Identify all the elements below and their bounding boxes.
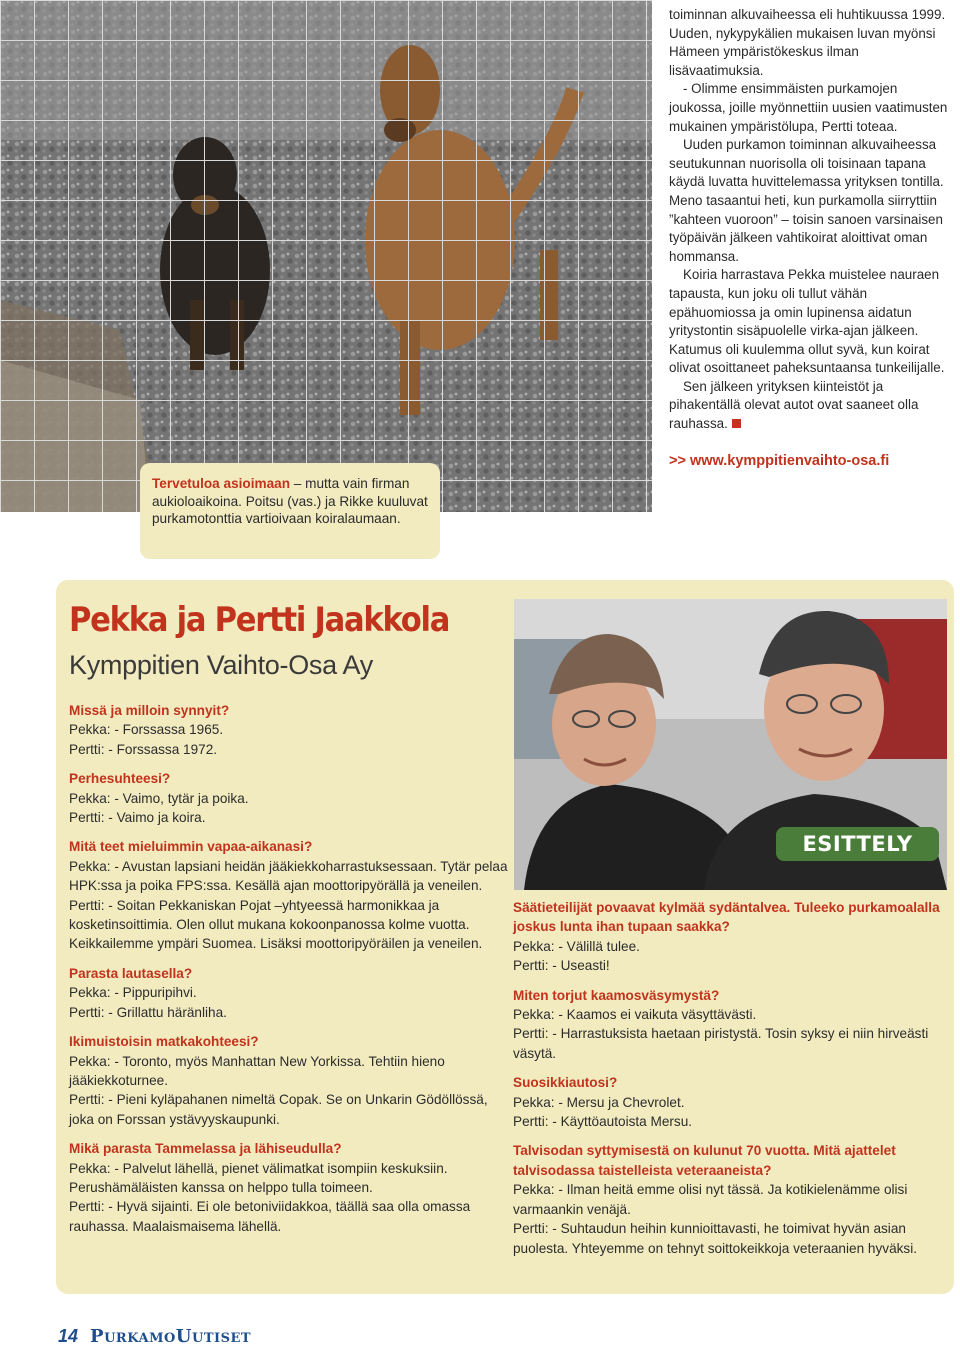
qa-item xyxy=(513,1141,945,1257)
qa-item xyxy=(513,898,945,976)
answer: Pekka: - Pippuripihvi. xyxy=(69,985,197,1001)
caption-highlight: Tervetuloa asioimaan xyxy=(152,476,291,491)
answer: Pertti: - Hyvä sijainti. Ei ole betoniviidakkoa, täällä saa olla omassa rauhassa. Maalaismaisema lähellä. xyxy=(69,1199,471,1234)
question: Talvisodan syttymisestä on kulunut 70 vuotta. Mitä ajattelet talvisodassa taistelleista veteraaneista? xyxy=(513,1143,896,1178)
qa-list-left xyxy=(69,701,509,1236)
page-footer xyxy=(58,1326,251,1347)
answer: Pekka: - Palvelut lähellä, pienet välimatkat isompiin keskuksiin. Perushämäläisten kanssa on helppo tulla toimeen. xyxy=(69,1160,448,1195)
qa-item xyxy=(69,837,509,953)
section-badge: ESITTELY xyxy=(776,827,939,861)
website-link[interactable]: >> www.kymppitienvaihto-osa.fi xyxy=(669,452,890,469)
question: Missä ja milloin synnyit? xyxy=(69,703,230,718)
answer: Pertti: - Forssassa 1972. xyxy=(69,741,218,757)
company-name: Kymppitien Vaihto-Osa Ay xyxy=(69,650,373,680)
article-paragraph: Sen jälkeen yrityksen kiinteistöt ja pihakentällä olevat autot ovat saaneet olla rauhassa. xyxy=(669,378,919,432)
question: Mitä teet mieluimmin vapaa-aikanasi? xyxy=(69,839,313,855)
question: Mikä parasta Tammelassa ja lähiseudulla? xyxy=(69,1141,342,1157)
question: Suosikkiautosi? xyxy=(513,1075,618,1091)
answer: Pekka: - Toronto, myös Manhattan New Yorkissa. Tehtiin hieno jääkiekkoturnee. xyxy=(69,1053,445,1088)
interviewee-names: Pekka ja Pertti Jaakkola xyxy=(69,600,450,640)
article-paragraph: Uuden purkamon toiminnan alkuvaiheessa seutukunnan nuorisolla oli toisinaan tapana käydä luvatta huvittelemassa yrityksen tontilla. Meno tasaantui heti, kun purkamolla siirryttiin ”kahteen vuoroon” – toisin sanoen varsinaisen työpäivän jälkeen vahtikoirat aloittivat oman hommansa. xyxy=(669,137,944,264)
answer: Pekka: - Välillä tulee. xyxy=(513,938,640,954)
qa-item xyxy=(513,1073,945,1131)
caption-text: – mutta vain firman aukioloaikoina. Poitsu (vas.) ja Rikke kuuluvat purkamotonttia vartioivaan koiralaumaan. xyxy=(152,476,428,526)
answer: Pertti: - Pieni kyläpahanen nimeltä Copak. Se on Unkarin Gödöllössä, joka on Forssan ystävyyskaupunki. xyxy=(69,1092,488,1127)
page-number: 14 xyxy=(58,1326,79,1346)
qa-item xyxy=(69,769,509,827)
qa-item xyxy=(69,964,509,1022)
qa-item xyxy=(513,986,945,1064)
answer: Pekka: - Kaamos ei vaikuta väsyttävästi. xyxy=(513,1007,757,1023)
qa-item xyxy=(69,1032,509,1129)
article-paragraph: Koiria harrastava Pekka muistelee nauraen tapausta, kun joku oli tullut vähän epähuomiossa ja omin lupinensa aidatun yritystontin sisäpuolelle virka-ajan jälkeen. Katumus oli kuulemma ollut syvä, kun koirat olivat osoittaneet paheksuntaansa tunkeilijalle. xyxy=(669,267,945,376)
question: Ikimuistoisin matkakohteesi? xyxy=(69,1034,259,1050)
article-paragraph: toiminnan alkuvaiheessa eli huhtikuussa 1999. Uuden, nykypykälien mukaisen luvan myönsi Hämeen ympäristökeskus ilman lisävaatimuksia. xyxy=(669,7,946,78)
photo-caption xyxy=(140,463,440,559)
answer: Pekka: - Forssassa 1965. xyxy=(69,722,224,738)
publication-name: PurkamoUutiset xyxy=(90,1326,252,1347)
answer: Pertti: - Vaimo ja koira. xyxy=(69,810,206,826)
qa-item xyxy=(69,701,509,759)
answer: Pekka: - Mersu ja Chevrolet. xyxy=(513,1094,685,1110)
question: Säätieteilijät povaavat kylmää sydäntalvea. Tuleeko purkamoalalla joskus lunta ihan tupaan saakka? xyxy=(513,900,940,935)
interview-left-column xyxy=(69,601,509,1236)
answer: Pekka: - Avustan lapsiani heidän jääkiekkoharrastuksessaan. Tytär pelaa HPK:ssa ja poika FPS:ssa. Kesällä ajan moottoripyörällä ja veneilen. xyxy=(69,858,508,894)
end-of-article-marker xyxy=(732,419,741,428)
question: Miten torjut kaamosväsymystä? xyxy=(513,987,720,1003)
answer: Pertti: - Suhtaudun heihin kunnioittavasti, he toimivat hyvän asian puolesta. Yhteyemme on tehnyt soittokeikkoja veteraanien hyväksi. xyxy=(513,1221,918,1256)
dogs-photo xyxy=(0,0,652,512)
qa-item xyxy=(69,1139,509,1236)
answer: Pekka: - Vaimo, tytär ja poika. xyxy=(69,790,249,806)
article-continuation xyxy=(669,6,954,470)
answer: Pertti: - Useasti! xyxy=(513,958,610,974)
qa-list-right xyxy=(513,898,945,1258)
question: Perhesuhteesi? xyxy=(69,771,171,787)
answer: Pertti: - Soitan Pekkaniskan Pojat –yhtyeessä harmonikkaa ja kosketinsoittimia. Olen ollut mukana kokoonpanossa kolme vuotta. Keikkailemme ympäri Suomea. Lisäksi moottoripyöräilen ja veneilen. xyxy=(69,897,483,952)
answer: Pertti: - Harrastuksista haetaan piristystä. Tosin syksy ei niin hirveästi väsytä. xyxy=(513,1026,929,1061)
answer: Pekka: - Ilman heitä emme olisi nyt tässä. Ja kotikielenämme olisi varmaankin venäjä. xyxy=(513,1182,908,1217)
answer: Pertti: - Käyttöautoista Mersu. xyxy=(513,1114,693,1130)
answer: Pertti: - Grillattu häränliha. xyxy=(69,1004,227,1020)
interview-right-column xyxy=(513,898,945,1258)
article-paragraph: - Olimme ensimmäisten purkamojen joukossa, joille myönnettiin uusien vaatimusten mukainen ympäristölupa, Pertti toteaa. xyxy=(669,81,948,134)
question: Parasta lautasella? xyxy=(69,965,193,981)
